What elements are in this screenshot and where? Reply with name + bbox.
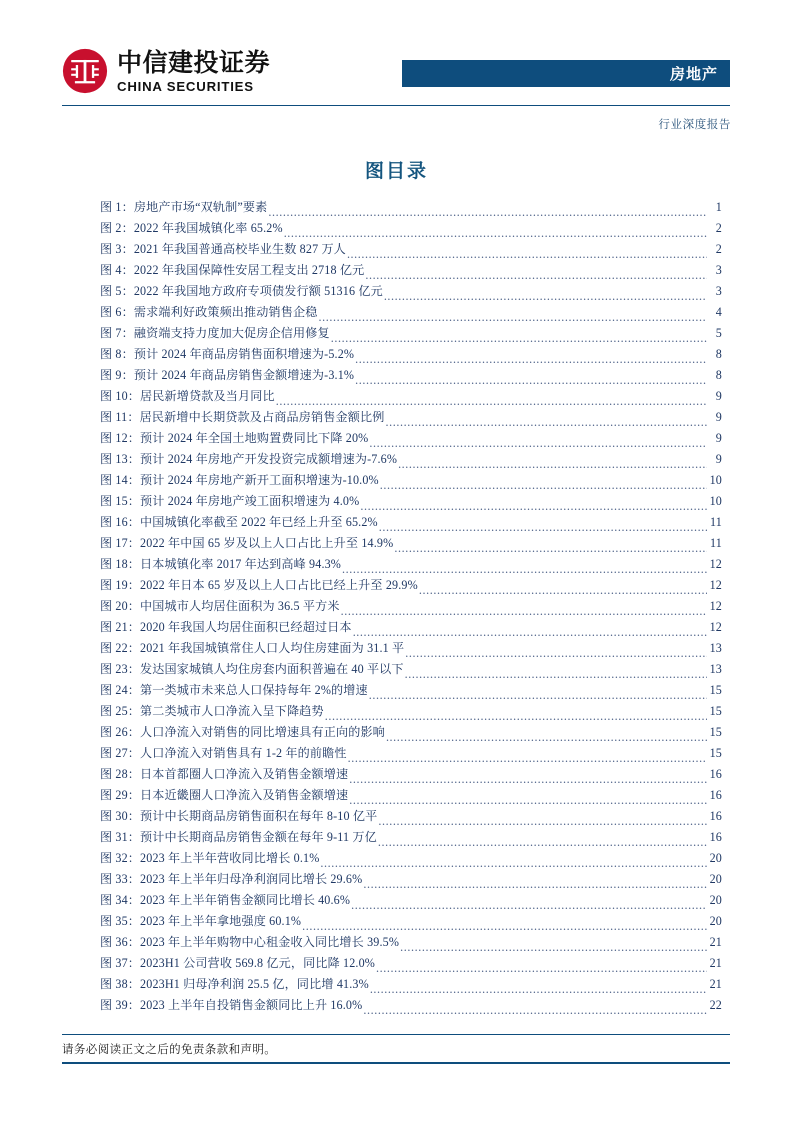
toc-leader-dots: [398, 455, 707, 468]
brand-name-en: CHINA SECURITIES: [117, 78, 254, 94]
toc-entry-page: 2: [715, 241, 722, 256]
toc-entry-page: 8: [715, 367, 722, 382]
toc-leader-dots: [386, 728, 707, 741]
toc-leader-dots: [355, 371, 707, 384]
toc-entry-page: 22: [709, 997, 722, 1012]
toc-leader-dots: [349, 791, 707, 804]
toc-entry[interactable]: [100, 784, 722, 805]
toc-entry-label: 图 8：预计 2024 年商品房销售面积增速为-5.2%: [100, 346, 355, 361]
toc-entry-page: 21: [709, 976, 722, 991]
toc-entry-page: 11: [710, 514, 722, 529]
toc-entry-label: 图 21：2020 年我国人均居住面积已经超过日本: [100, 619, 352, 634]
toc-entry-page: 9: [715, 451, 722, 466]
toc-entry-label: 图 7：融资端支持力度加大促房企信用修复: [100, 325, 330, 340]
toc-entry[interactable]: [100, 952, 722, 973]
toc-entry[interactable]: [100, 889, 722, 910]
toc-entry-label: 图 27：人口净流入对销售具有 1-2 年的前瞻性: [100, 745, 347, 760]
toc-entry[interactable]: [100, 532, 722, 553]
toc-entry-page: 16: [709, 766, 722, 781]
toc-entry-label: 图 5：2022 年我国地方政府专项债发行额 51316 亿元: [100, 283, 383, 298]
page-footer: [62, 1034, 730, 1064]
toc-leader-dots: [342, 560, 707, 573]
toc-entry-page: 16: [709, 829, 722, 844]
toc-leader-dots: [365, 266, 707, 279]
toc-entry-label: 图 20：中国城市人均居住面积为 36.5 平方米: [100, 598, 340, 613]
toc-leader-dots: [400, 938, 707, 951]
toc-entry[interactable]: [100, 805, 722, 826]
toc-entry-label: 图 24：第一类城市未来总人口保持每年 2%的增速: [100, 682, 368, 697]
brand-wordmark: [117, 49, 270, 93]
toc-entry-label: 图 35：2023 年上半年拿地强度 60.1%: [100, 913, 302, 928]
toc-entry[interactable]: [100, 616, 722, 637]
toc-entry-label: 图 31：预计中长期商品房销售金额在每年 9-11 万亿: [100, 829, 377, 844]
toc-leader-dots: [353, 623, 707, 636]
header-divider: [62, 105, 730, 106]
toc-entry-page: 8: [715, 346, 722, 361]
toc-entry-label: 图 11：居民新增中长期贷款及占商品房销售金额比例: [100, 409, 385, 424]
toc-entry-label: 图 36：2023 年上半年购物中心租金收入同比增长 39.5%: [100, 934, 400, 949]
toc-entry-label: 图 26：人口净流入对销售的同比增速具有正向的影响: [100, 724, 385, 739]
toc-entry[interactable]: [100, 700, 722, 721]
toc-entry-page: 12: [709, 619, 722, 634]
toc-leader-dots: [325, 707, 707, 720]
toc-entry-page: 15: [709, 724, 722, 739]
toc-leader-dots: [376, 959, 707, 972]
toc-entry-page: 2: [715, 220, 722, 235]
toc-leader-dots: [320, 854, 707, 867]
toc-entry-label: 图 30：预计中长期商品房销售面积在每年 8-10 亿平: [100, 808, 378, 823]
toc-entry-page: 16: [709, 808, 722, 823]
toc-entry-page: 21: [709, 955, 722, 970]
toc-leader-dots: [355, 350, 707, 363]
toc-entry-label: 图 15：预计 2024 年房地产竣工面积增速为 4.0%: [100, 493, 360, 508]
toc-leader-dots: [384, 287, 707, 300]
toc-entry-page: 20: [709, 850, 722, 865]
toc-entry-label: 图 29：日本近畿圈人口净流入及销售金额增速: [100, 787, 349, 802]
toc-entry[interactable]: [100, 658, 722, 679]
toc-entry-label: 图 18：日本城镇化率 2017 年达到高峰 94.3%: [100, 556, 342, 571]
toc-leader-dots: [348, 749, 707, 762]
toc-leader-dots: [331, 329, 707, 342]
toc-leader-dots: [347, 245, 707, 258]
toc-entry-label: 图 4：2022 年我国保障性安居工程支出 2718 亿元: [100, 262, 365, 277]
toc-entry-label: 图 3：2021 年我国普通高校毕业生数 827 万人: [100, 241, 346, 256]
toc-leader-dots: [349, 770, 707, 783]
toc-entry[interactable]: [100, 259, 722, 280]
toc-entry[interactable]: [100, 553, 722, 574]
toc-leader-dots: [380, 476, 707, 489]
toc-leader-dots: [405, 644, 707, 657]
toc-entry[interactable]: [100, 511, 722, 532]
toc-entry-label: 图 33：2023 年上半年归母净利润同比增长 29.6%: [100, 871, 363, 886]
sector-label: 房地产: [669, 66, 718, 83]
toc-entry[interactable]: [100, 301, 722, 322]
toc-entry-page: 9: [715, 430, 722, 445]
toc-entry-label: 图 17：2022 年中国 65 岁及以上人口占比上升至 14.9%: [100, 535, 394, 550]
toc-entry[interactable]: [100, 322, 722, 343]
toc-entry-page: 13: [709, 640, 722, 655]
toc-leader-dots: [276, 392, 707, 405]
toc-entry[interactable]: [100, 994, 722, 1015]
toc-leader-dots: [378, 833, 707, 846]
toc-entry-page: 3: [715, 262, 722, 277]
toc-entry-label: 图 1：房地产市场“双轨制”要素: [100, 199, 268, 214]
toc-entry-label: 图 38：2023H1 归母净利润 25.5 亿，同比增 41.3%: [100, 976, 369, 991]
toc-entry-label: 图 13：预计 2024 年房地产开发投资完成额增速为-7.6%: [100, 451, 398, 466]
toc-entry-page: 11: [710, 535, 722, 550]
toc-entry-page: 15: [709, 703, 722, 718]
report-type-label: 行业深度报告: [658, 119, 731, 131]
toc-entry-label: 图 12：预计 2024 年全国土地购置费同比下降 20%: [100, 430, 369, 445]
toc-entry-label: 图 28：日本首都圈人口净流入及销售金额增速: [100, 766, 349, 781]
toc-entry-page: 20: [709, 871, 722, 886]
toc-entry-page: 3: [715, 283, 722, 298]
toc-entry-label: 图 34：2023 年上半年销售金额同比增长 40.6%: [100, 892, 351, 907]
sector-banner: [402, 60, 730, 87]
toc-entry-label: 图 25：第二类城市人口净流入呈下降趋势: [100, 703, 324, 718]
toc-entry[interactable]: [100, 973, 722, 994]
toc-entry-label: 图 22：2021 年我国城镇常住人口人均住房建面为 31.1 平: [100, 640, 405, 655]
toc-entry[interactable]: [100, 238, 722, 259]
toc-entry[interactable]: [100, 595, 722, 616]
toc-entry-page: 10: [709, 472, 722, 487]
brand-block: [62, 48, 270, 94]
toc-entry-label: 图 23：发达国家城镇人均住房套内面积普遍在 40 平以下: [100, 661, 404, 676]
toc-entry[interactable]: [100, 721, 722, 742]
toc-entry-label: 图 37：2023H1 公司营收 569.8 亿元，同比降 12.0%: [100, 955, 376, 970]
toc-entry-page: 12: [709, 598, 722, 613]
brand-name-cn: 中信建投证券: [117, 48, 271, 77]
footer-disclaimer: 请务必阅读正文之后的免责条款和声明。: [62, 1044, 277, 1056]
toc-leader-dots: [419, 581, 707, 594]
toc-entry-page: 20: [709, 892, 722, 907]
toc-entry-page: 21: [709, 934, 722, 949]
toc-entry[interactable]: [100, 763, 722, 784]
toc-entry-label: 图 19：2022 年日本 65 岁及以上人口占比已经上升至 29.9%: [100, 577, 418, 592]
toc-leader-dots: [379, 518, 707, 531]
toc-entry-label: 图 6：需求端利好政策频出推动销售企稳: [100, 304, 318, 319]
toc-entry-page: 12: [709, 577, 722, 592]
toc-leader-dots: [319, 308, 707, 321]
toc-entry[interactable]: [100, 742, 722, 763]
toc-leader-dots: [405, 665, 707, 678]
toc-entry[interactable]: [100, 364, 722, 385]
toc-entry[interactable]: [100, 469, 722, 490]
toc-entry-label: 图 14：预计 2024 年房地产新开工面积增速为-10.0%: [100, 472, 379, 487]
toc-entry[interactable]: [100, 406, 722, 427]
toc-leader-dots: [363, 875, 707, 888]
toc-entry[interactable]: [100, 910, 722, 931]
toc-entry-label: 图 9：预计 2024 年商品房销售金额增速为-3.1%: [100, 367, 355, 382]
toc-entry-page: 20: [709, 913, 722, 928]
toc-entry-page: 13: [709, 661, 722, 676]
toc-leader-dots: [363, 1001, 707, 1014]
toc-entry[interactable]: [100, 490, 722, 511]
toc-entry[interactable]: [100, 931, 722, 952]
toc-entry[interactable]: [100, 868, 722, 889]
figure-table-of-contents: [100, 196, 722, 1015]
toc-entry-label: 图 39：2023 上半年自投销售金额同比上升 16.0%: [100, 997, 363, 1012]
toc-entry[interactable]: [100, 847, 722, 868]
toc-entry-label: 图 16：中国城镇化率截至 2022 年已经上升至 65.2%: [100, 514, 378, 529]
toc-leader-dots: [268, 203, 707, 216]
toc-leader-dots: [284, 224, 707, 237]
toc-entry-page: 1: [715, 199, 722, 214]
footer-divider-bottom: [62, 1062, 730, 1064]
toc-entry[interactable]: [100, 574, 722, 595]
page-title: 图目录: [364, 161, 428, 182]
toc-entry[interactable]: [100, 826, 722, 847]
toc-entry[interactable]: [100, 280, 722, 301]
toc-entry-page: 12: [709, 556, 722, 571]
citic-circle-logo-icon: [62, 48, 108, 94]
toc-entry-page: 9: [715, 409, 722, 424]
toc-entry[interactable]: [100, 196, 722, 217]
page-header: [62, 48, 730, 110]
toc-entry-page: 9: [715, 388, 722, 403]
toc-leader-dots: [302, 917, 707, 930]
toc-entry[interactable]: [100, 385, 722, 406]
toc-entry[interactable]: [100, 448, 722, 469]
toc-leader-dots: [369, 434, 707, 447]
toc-entry-label: 图 2：2022 年我国城镇化率 65.2%: [100, 220, 283, 235]
toc-leader-dots: [351, 896, 707, 909]
toc-entry-page: 16: [709, 787, 722, 802]
toc-entry-page: 10: [709, 493, 722, 508]
toc-leader-dots: [369, 686, 707, 699]
toc-entry-page: 15: [709, 745, 722, 760]
toc-entry[interactable]: [100, 679, 722, 700]
toc-leader-dots: [394, 539, 707, 552]
toc-entry[interactable]: [100, 637, 722, 658]
toc-leader-dots: [360, 497, 707, 510]
toc-leader-dots: [341, 602, 707, 615]
toc-leader-dots: [385, 413, 707, 426]
toc-entry-label: 图 10：居民新增贷款及当月同比: [100, 388, 275, 403]
toc-leader-dots: [370, 980, 707, 993]
toc-entry[interactable]: [100, 427, 722, 448]
toc-entry-page: 4: [715, 304, 722, 319]
toc-entry-page: 5: [715, 325, 722, 340]
toc-entry[interactable]: [100, 343, 722, 364]
toc-entry[interactable]: [100, 217, 722, 238]
toc-leader-dots: [378, 812, 707, 825]
toc-entry-page: 15: [709, 682, 722, 697]
toc-entry-label: 图 32：2023 年上半年营收同比增长 0.1%: [100, 850, 320, 865]
